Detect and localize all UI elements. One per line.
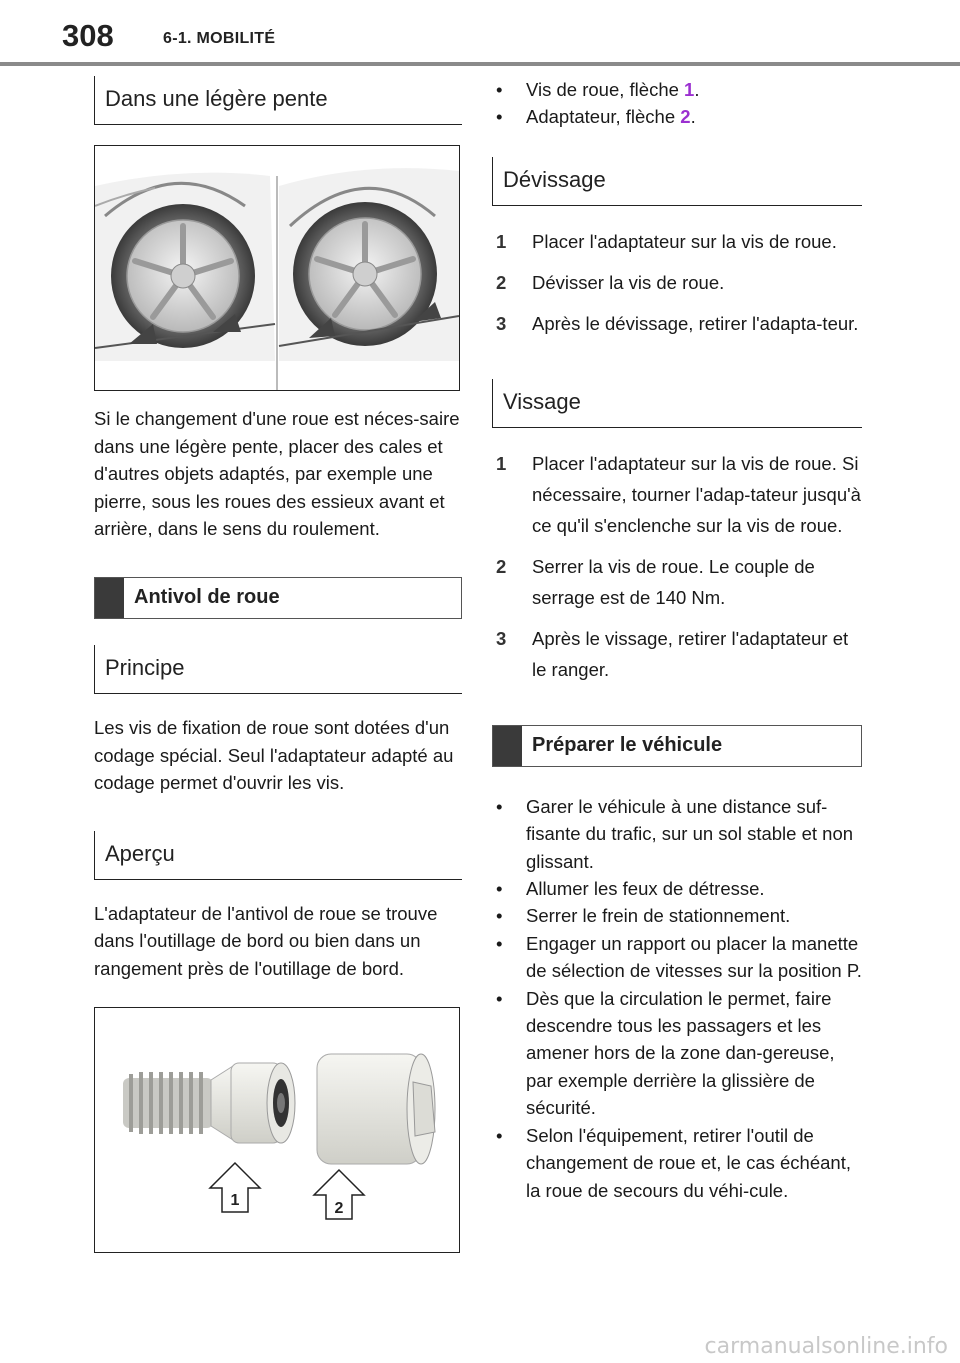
adapter-drawing [317, 1054, 435, 1164]
arrow-2-label: 2 [334, 1199, 344, 1217]
screw-steps [492, 448, 862, 685]
step-item: 2 Dévisser la vis de roue. [496, 271, 725, 293]
prepare-heading-text: Préparer le véhicule [532, 733, 723, 756]
wheel-bolt-drawing [123, 1063, 295, 1143]
overview-text: L'adaptateur de l'antivol de roue se trouve dans l'outillage de bord ou bien dans un rangement près de l'outillage de bord. [94, 902, 438, 979]
unscrew-steps [492, 226, 862, 339]
prepare-heading [492, 725, 862, 767]
step-item: 1 Placer l'adaptateur sur la vis de roue. Si nécessaire, tourner l'adap-tateur jusqu'à ce qu'il s'enclenche sur la vis de roue. [496, 452, 861, 536]
rear-wheel-panel [279, 168, 459, 361]
step-item: 2 Serrer la vis de roue. Le couple de serrage est de 140 Nm. [496, 555, 815, 608]
page-number: 308 [62, 18, 114, 53]
principle-heading: Principe [94, 645, 462, 694]
slope-text: Si le changement d'une roue est néces-saire dans une légère pente, placer des cales et d'autres objets adaptés, par exemple une pierre, sous les roues des essieux avant et arrière, dans le sens du roulement. [94, 408, 460, 540]
front-wheel-panel [95, 173, 275, 361]
left-column [94, 76, 462, 1267]
legend-item: • Vis de roue, flèche 1. [496, 79, 700, 100]
wheel-chocks-figure [94, 145, 460, 391]
step-item: 1 Placer l'adaptateur sur la vis de roue. [496, 230, 837, 252]
wheel-lock-figure [94, 1007, 460, 1253]
marker-2: 2 [680, 106, 691, 128]
bullet-item: • Dès que la circulation le permet, faire descendre tous les passagers et les amener hors de la zone dan-gereuse, par exemple derrière la glissière de sécurité. [496, 987, 835, 1119]
step-item: 3 Après le dévissage, retirer l'adapta-teur. [496, 312, 859, 334]
slope-heading: Dans une légère pente [94, 76, 462, 125]
overview-heading: Aperçu [94, 831, 462, 880]
wheel-lock-illustration [95, 1008, 459, 1252]
unscrew-heading: Dévissage [492, 157, 862, 206]
bullet-item: • Garer le véhicule à une distance suf-fisante du trafic, sur un sol stable et non glissant. [496, 795, 854, 872]
bullet-item: • Selon l'équipement, retirer l'outil de changement de roue et, le cas échéant, la roue de secours du véhi-cule. [496, 1124, 851, 1201]
principle-text: Les vis de fixation de roue sont dotées d'un codage spécial. Seul l'adaptateur adapté au codage permet d'ouvrir les vis. [94, 716, 454, 794]
antitheft-heading-text: Antivol de roue [134, 585, 280, 608]
bullet-item: • Serrer le frein de stationnement. [496, 905, 791, 927]
bullet-item: • Engager un rapport ou placer la manette de sélection de vitesses sur la position P. [496, 932, 862, 982]
prepare-bullets [492, 793, 862, 1204]
marker-1: 1 [684, 79, 695, 100]
wheel-chocks-illustration [95, 146, 459, 390]
screw-heading: Vissage [492, 379, 862, 428]
chapter-label: 6-1. MOBILITÉ [163, 30, 276, 47]
figure-legend [492, 76, 862, 131]
legend-item: • Adaptateur, flèche 2. [496, 106, 696, 128]
right-column [492, 76, 862, 1204]
arrow-1-label: 1 [230, 1191, 240, 1209]
step-item: 3 Après le vissage, retirer l'adaptateur et le ranger. [496, 627, 849, 680]
bullet-item: • Allumer les feux de détresse. [496, 878, 765, 900]
header-rule [0, 62, 960, 66]
section-bar [95, 578, 124, 618]
section-bar [493, 726, 522, 766]
watermark: carmanualsonline.info [704, 1334, 948, 1359]
antitheft-heading [94, 577, 462, 619]
